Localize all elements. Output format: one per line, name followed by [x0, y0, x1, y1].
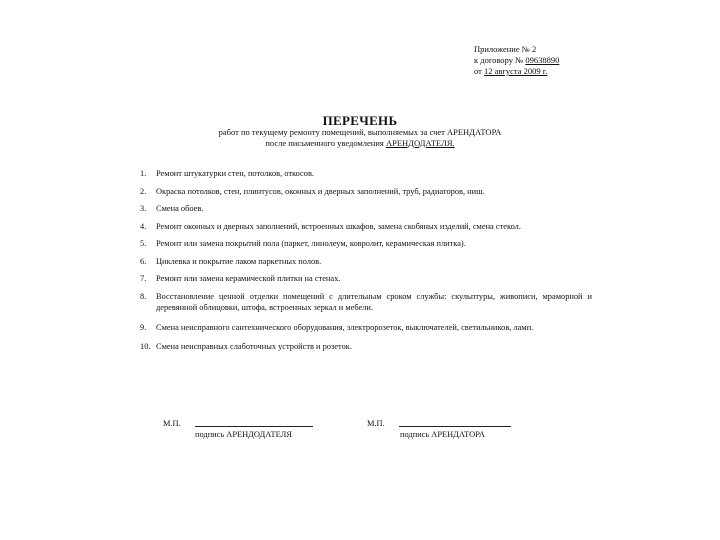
list-item-number: 8.: [140, 291, 147, 301]
list-item-number: 6.: [140, 256, 147, 266]
list-item: [140, 168, 592, 180]
appendix-date-prefix: от: [474, 66, 484, 76]
list-item-text: Циклевка и покрытие лаком паркетных полов.: [156, 256, 322, 266]
list-item-text: Ремонт или замена керамической плитки на стенах.: [156, 274, 341, 283]
document-title: ПЕРЕЧЕНЬ: [322, 113, 398, 128]
appendix-contract-prefix: к договору №: [474, 55, 526, 65]
list-item-number: 10.: [140, 342, 151, 351]
appendix-header: [474, 44, 559, 77]
list-item: [140, 203, 592, 215]
list-item-text: Смена обоев.: [156, 204, 204, 213]
list-item-number: 3.: [140, 204, 147, 213]
list-item-text: Восстановление ценной отделки помещений с длительным сроком службы: скульптуры, живописи, мраморной и деревянной облицовки, штофа, встроенных зеркал и мебели.: [156, 291, 592, 312]
appendix-line-2: [474, 55, 559, 66]
left-signature-caption: подпись АРЕНДОДАТЕЛЯ: [195, 430, 292, 439]
list-item-text: Ремонт оконных и дверных заполнений, встроенных шкафов, замена скобяных изделий, смена стекол.: [156, 221, 521, 231]
appendix-date: 12 августа 2009 г.: [483, 66, 548, 76]
list-item: [140, 238, 592, 250]
subtitle-line-2: [0, 138, 720, 149]
right-signature-caption: подпись АРЕНДАТОРА: [400, 430, 485, 439]
subtitle-line-1: работ по текущему ремонту помещений, выполняемых за счет АРЕНДАТОРА: [218, 127, 502, 137]
list-item-number: 5.: [140, 239, 147, 248]
document-subtitle: [0, 127, 720, 149]
list-item-number: 2.: [140, 186, 147, 196]
list-item: [140, 221, 592, 233]
left-signature-line: [195, 426, 313, 427]
list-item-text: Ремонт штукатурки стен, потолков, откосов.: [156, 169, 315, 178]
list-item: [140, 186, 592, 198]
list-item-number: 9.: [140, 322, 147, 332]
works-list: [140, 168, 592, 359]
list-item: [140, 291, 592, 314]
list-item: [140, 341, 592, 353]
list-item: [140, 322, 592, 334]
list-item-number: 4.: [140, 221, 147, 231]
list-item: [140, 273, 592, 285]
subtitle-party: АРЕНДОДАТЕЛЯ.: [385, 138, 455, 148]
list-item-number: 7.: [140, 274, 147, 283]
right-stamp-label: М.П.: [367, 419, 385, 428]
list-item: [140, 256, 592, 268]
appendix-line-1: Приложение № 2: [474, 44, 537, 54]
list-item-number: 1.: [140, 169, 147, 178]
list-item-text: Смена неисправных слаботочных устройств и розеток.: [156, 342, 352, 351]
list-item-text: Окраска потолков, стен, плинтусов, оконных и дверных заполнений, труб, радиаторов, ниш.: [156, 186, 485, 196]
right-signature-line: [399, 426, 511, 427]
subtitle-line-2-prefix: после письменного уведомления: [265, 138, 386, 148]
appendix-line-3: [474, 66, 559, 77]
left-stamp-label: М.П.: [163, 419, 181, 428]
list-item-text: Ремонт или замена покрытий пола (паркет, линолеум, ковролит, керамическая плитка).: [156, 239, 466, 248]
appendix-contract-number: 09638890: [525, 55, 560, 65]
list-item-text: Смена неисправного сантехнического оборудования, электророзеток, выключателей, светильников, ламп.: [156, 322, 534, 332]
